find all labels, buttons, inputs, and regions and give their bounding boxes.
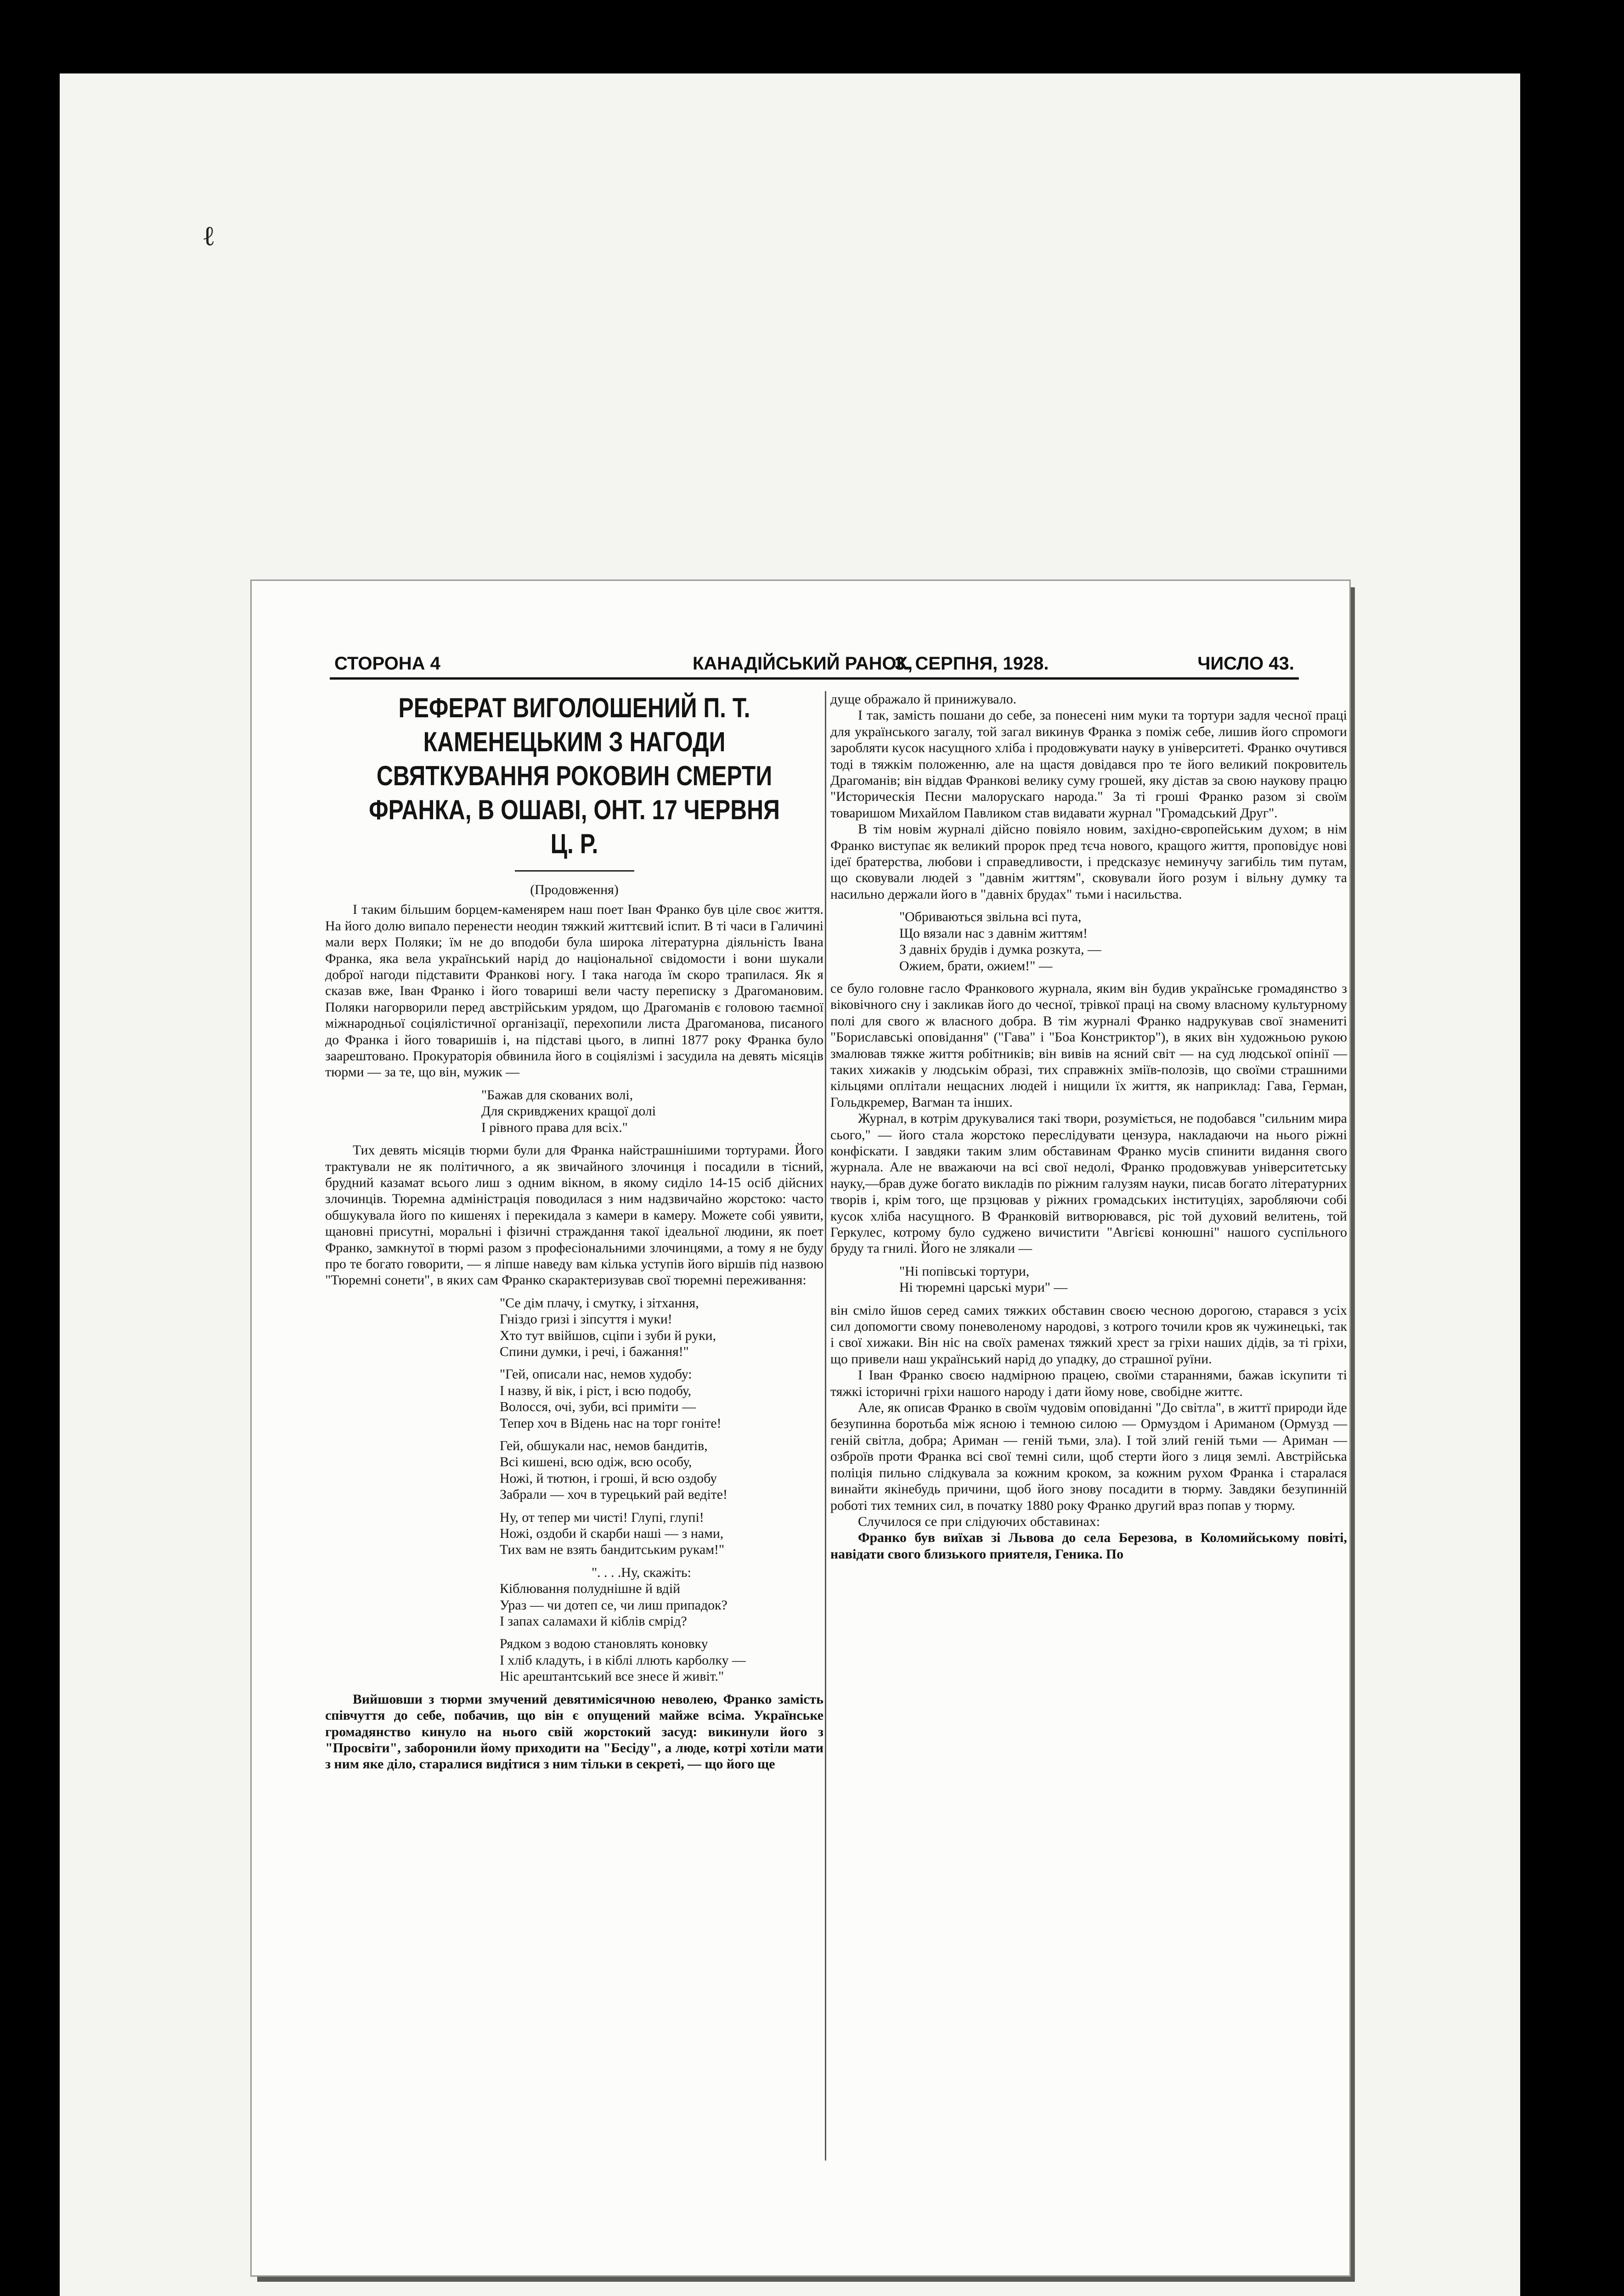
verse-block bbox=[325, 1295, 823, 1360]
verse-line: Кіблювання полуднішне й вдій bbox=[500, 1581, 681, 1597]
verse-line: Ніс арештантський все знесе й живіт." bbox=[500, 1669, 724, 1684]
verse-block bbox=[325, 1509, 823, 1558]
left-column bbox=[325, 691, 823, 1773]
verse-line: Гніздо гризі і зіпсуття і муки! bbox=[500, 1311, 672, 1327]
paragraph: В тім новім журналі дійсно повіяло новим, західно-європейським духом; в нім Франко виступає як великий пророк пред тєча нового, кращого життя, проповідує нові ідеї братерства, любови і справедливости, і предсказує неминучу загибіль тим путам, що сковували людей з "давнім життям", сковували його розум і вільну думку та насильно держали його в "давніх брудах" тьми і насильства. bbox=[830, 822, 1347, 902]
paragraph: Тих девять місяців тюрми були для Франка найстрашнішими тортурами. Його трактували не як політичного, а як звичайного злочинця і посадили в тісний, брудний казамат всього лиш з одним вікном, в якому сиділо 14-15 осіб дійсних злочинців. Тюремна адміністрація поводилася з ним надзвичайно жорстоко: часто обшукувала його по кишенях і перекидала з камери в камеру. Можете собі уявити, щановні присутні, моральні і фізичні страждання такої ідеальної людини, як поет Франко, замкнутої в тюрмі разом з професіональними злочинцями, а тому я не буду про те богато говорити, — я ліпше наведу вам кілька уступів його віршів під назвою "Тюремні сонети", в яких сам Франко скарактеризував свої тюремні переживання: bbox=[325, 1142, 823, 1288]
paragraph: І таким більшим борцем-каменярем наш поет Іван Франко був ціле своє життя. На його долю випало перенести неодин тяжкий життєвий іспит. В ті часи в Галичині мали верх Поляки; їм не до вподоби була широка літературна діяльність Івана Франка, яка вела український нарід до національної свідомости і вони шукали доброї нагоди підставити Франкові ногу. І така нагода їм скоро трапилася. Як я сказав вже, Іван Франко і його товариші вели часту переписку з Драгомановим. Поляки нагорворили перед австрійським урядом, що Драгоманів є головою таємної міжнародньої соціялістичної організації, перехопили листа Драгоманова, писаного до Франка і його товаришів і, на підставі цього, в липні 1877 року Франка було заарештовано. Прокураторія обвинила його в соціялізмі і засудила на девять місяців тюрми — за те, що він, мужик — bbox=[325, 902, 823, 1080]
verse-block bbox=[830, 1263, 1347, 1296]
verse-line: Волосся, очі, зуби, всі приміти — bbox=[500, 1399, 696, 1415]
paragraph: він сміло йшов серед самих тяжких обставин своєю чесною дорогою, старався з усіх сил допомогти свому поневоленому народові, з котрого точили кров як чужинецькі, так і свої хижаки. Він ніс на своїх раменах тяжкий хрест за гріхи наших дідів, за ті гріхи, що привели наш український нарід до упадку, до страшної руїни. bbox=[830, 1302, 1347, 1367]
verse-line: Ножі, оздоби й скарби наші — з нами, bbox=[500, 1526, 724, 1542]
verse-line: Тепер хоч в Відень нас на торг гоніте! bbox=[500, 1415, 722, 1431]
paragraph: Франко був виїхав зі Львова до села Березова, в Коломийському повіті, навідати свого близького приятеля, Геника. По bbox=[830, 1530, 1347, 1562]
paragraph: Але, як описав Франко в своїм чудовім оповіданні "До світла", в життї природи йде безупинна боротьба між ясною і темною силою — Ормуздом і Ариманом (Ормузд — геній світла, добра; Ариман — геній тьми, зла). І той злий геній тьми — Ариман — озброїв проти Франка всі свої темні сили, щоб стерти його з лиця землі. Австрійська поліція пильно слідкувала за кожним кроком, за кожним рухом Франка і старалася винайти якінебудь причини, щоб його знову посадити в тюрму. Завдяки безупинній роботі тих темних сил, в початку 1880 року Франко другий враз попав у тюрму. bbox=[830, 1400, 1347, 1513]
verse-block bbox=[325, 1636, 823, 1684]
paragraph: Вийшовши з тюрми змучений девятимісячною неволею, Франко замість співчуття до себе, побачив, що він є опущений майже всіма. Українське громадянство кинуло на нього свій жорстокий засуд: викинули його з "Просвіти", заборонили йому приходити на "Бесіду", а люде, котрі хотіли мати з ним яке діло, старалися видітися з ним тільки в секреті, — що його ще bbox=[325, 1691, 823, 1772]
verse-line: Ні тюремні царські мури" — bbox=[899, 1280, 1068, 1295]
verse-line: "Обриваються звільна всі пута, bbox=[899, 909, 1082, 925]
verse-line: І хліб кладуть, і в кіблі ллють карболку — bbox=[500, 1652, 746, 1668]
article-headline: РЕФЕРАТ ВИГОЛОШЕНИЙ П. Т. КАМЕНЕЦЬКИМ З НАГОДИ СВЯТКУВАННЯ РОКОВИН СМЕРТИ ФРАНКА, В ОШАВІ, ОНТ. 17 ЧЕРВНЯ Ц. Р. bbox=[369, 692, 780, 859]
page-header bbox=[330, 650, 1299, 680]
verse-line: Ожием, брати, ожием!" — bbox=[899, 958, 1053, 974]
verse-line: "Ні попівські тортури, bbox=[899, 1263, 1030, 1279]
paragraph: се було головне гасло Франкового журнала, яким він будив українське громадянство з віковічного сну і закликав його до чесної, трівкої праці на свому власному культурному полі для свого ж власного добра. В тім журналі Франко надрукував свої знамениті "Бориславські оповідання" ("Гава" і "Боа Констриктор"), в яких він художньою рукою змалював тяжке життя робітників; він вивів на ясний світ — на суд людської опінії — таких хижаків у людськім образі, тих справжніх зміїв-полозів, що своїми страшними кільцями оплітали нещасних людей і нищили їх життя, як наприклад: Гава, Герман, Гольдкремер, Вагман та інших. bbox=[830, 980, 1347, 1110]
page-number: СТОРОНА 4 bbox=[334, 653, 440, 674]
issue-number: ЧИСЛО 43. bbox=[1197, 653, 1294, 674]
verse-line: Ну, от тепер ми чисті! Глупі, глупі! bbox=[500, 1509, 704, 1525]
paragraph: Журнал, в котрім друкувалися такі твори, розуміється, не подобався "сильним мира сього," — його стала жорстоко переслідувати цензура, накладаючи на нього ріжні конфіскати. І завдяки таким злим обставинам Франко мусів спинити видання свого журнала. Але не вважаючи на всі свої недолі, Франко продовжував університетську науку,—брав дуже богато викладів по ріжним галузям науки, писав богато літературних творів і, крім того, ще прзцював у ріжних громадських інституціях, заробляючи собі кусок хліба насущного. В Франковій витворювався, ріс той духовий велитень, той Геркулес, котрому було суджено вичистити "Авгієві конюшні" нашого суспільного бруду та гнилі. Його не злякали — bbox=[830, 1111, 1347, 1256]
verse-block bbox=[830, 909, 1347, 974]
newspaper-page bbox=[252, 581, 1349, 2275]
verse-line: ". . . .Ну, скажіть: bbox=[592, 1564, 691, 1580]
verse-line: Ураз — чи дотеп се, чи лиш припадок? bbox=[500, 1597, 727, 1613]
paragraph: І Іван Франко своєю надмірною працею, своїми стараннями, бажав іскупити ті тяжкі історичні гріхи нашого народу і дати йому нове, свобідне життє. bbox=[830, 1367, 1347, 1399]
verse-line: З давніх брудів і думка розкута, — bbox=[899, 942, 1101, 957]
newspaper-title: КАНАДІЙСЬКИЙ РАНОК, bbox=[693, 653, 913, 674]
verse-block bbox=[325, 1438, 823, 1503]
right-column bbox=[830, 691, 1347, 1562]
verse-line: Що вязали нас з давнім життям! bbox=[899, 925, 1088, 941]
verse-line: "Бажав для скованих волі, bbox=[481, 1087, 633, 1103]
verse-block bbox=[325, 1564, 823, 1630]
verse-line: Хто тут ввійшов, сціпи і зуби й руки, bbox=[500, 1328, 716, 1343]
verse-line: Всі кишені, всю одіж, всю особу, bbox=[500, 1454, 692, 1470]
verse-line: Рядком з водою становлять коновку bbox=[500, 1636, 708, 1652]
verse-line: Гей, обшукали нас, немов бандитів, bbox=[500, 1438, 708, 1453]
paragraph: І так, замість пошани до себе, за понесені ним муки та тортури задля чесної праці для українського загалу, той загал викинув Франка з поміж себе, лишив його спромоги заробляти кусок насущного хліба і продовжувати науку в університеті. Франко очутився тоді в тяжкім положенню, але на щастя довідався про те його великий покровитель Драгоманів; він віддав Франкові велику суму грошей, яку дістав за свою наукову працю "Историческія Песни малорускаго народа." За ті гроші Франко разом зі своїм товаришом Михайлом Павликом став видавати журнал "Громадський Друг". bbox=[830, 708, 1347, 821]
verse-line: "Се дім плачу, і смутку, і зітхання, bbox=[500, 1295, 699, 1311]
verse-line: Спини думки, і речі, і бажання!" bbox=[500, 1344, 689, 1359]
verse-line: Ножі, й тютюн, і гроші, й всю оздобу bbox=[500, 1470, 717, 1486]
film-scratch-mark: ℓ bbox=[202, 221, 215, 251]
continued-label: (Продовження) bbox=[530, 882, 619, 897]
paragraph: Случилося се при слідуючих обставинах: bbox=[858, 1514, 1100, 1529]
verse-line: І запах саламахи й кіблів смрід? bbox=[500, 1614, 687, 1629]
column-divider bbox=[825, 691, 826, 2161]
verse-line: І назву, й вік, і ріст, і всю подобу, bbox=[500, 1383, 692, 1398]
verse-line: Для скривджених кращої долі bbox=[481, 1103, 656, 1119]
verse-line: Тих вам не взять бандитським рукам!" bbox=[500, 1542, 725, 1558]
paragraph: дуще ображало й принижувало. bbox=[830, 692, 1017, 707]
headline-rule bbox=[515, 870, 634, 872]
verse-block bbox=[325, 1366, 823, 1431]
verse-block bbox=[325, 1087, 823, 1136]
issue-date: 3. СЕРПНЯ, 1928. bbox=[895, 653, 1049, 674]
verse-line: І рівного права для всіх." bbox=[481, 1120, 628, 1135]
verse-line: "Гей, описали нас, немов худобу: bbox=[500, 1367, 692, 1382]
verse-line: Забрали — хоч в турецький рай ведіте! bbox=[500, 1487, 727, 1503]
